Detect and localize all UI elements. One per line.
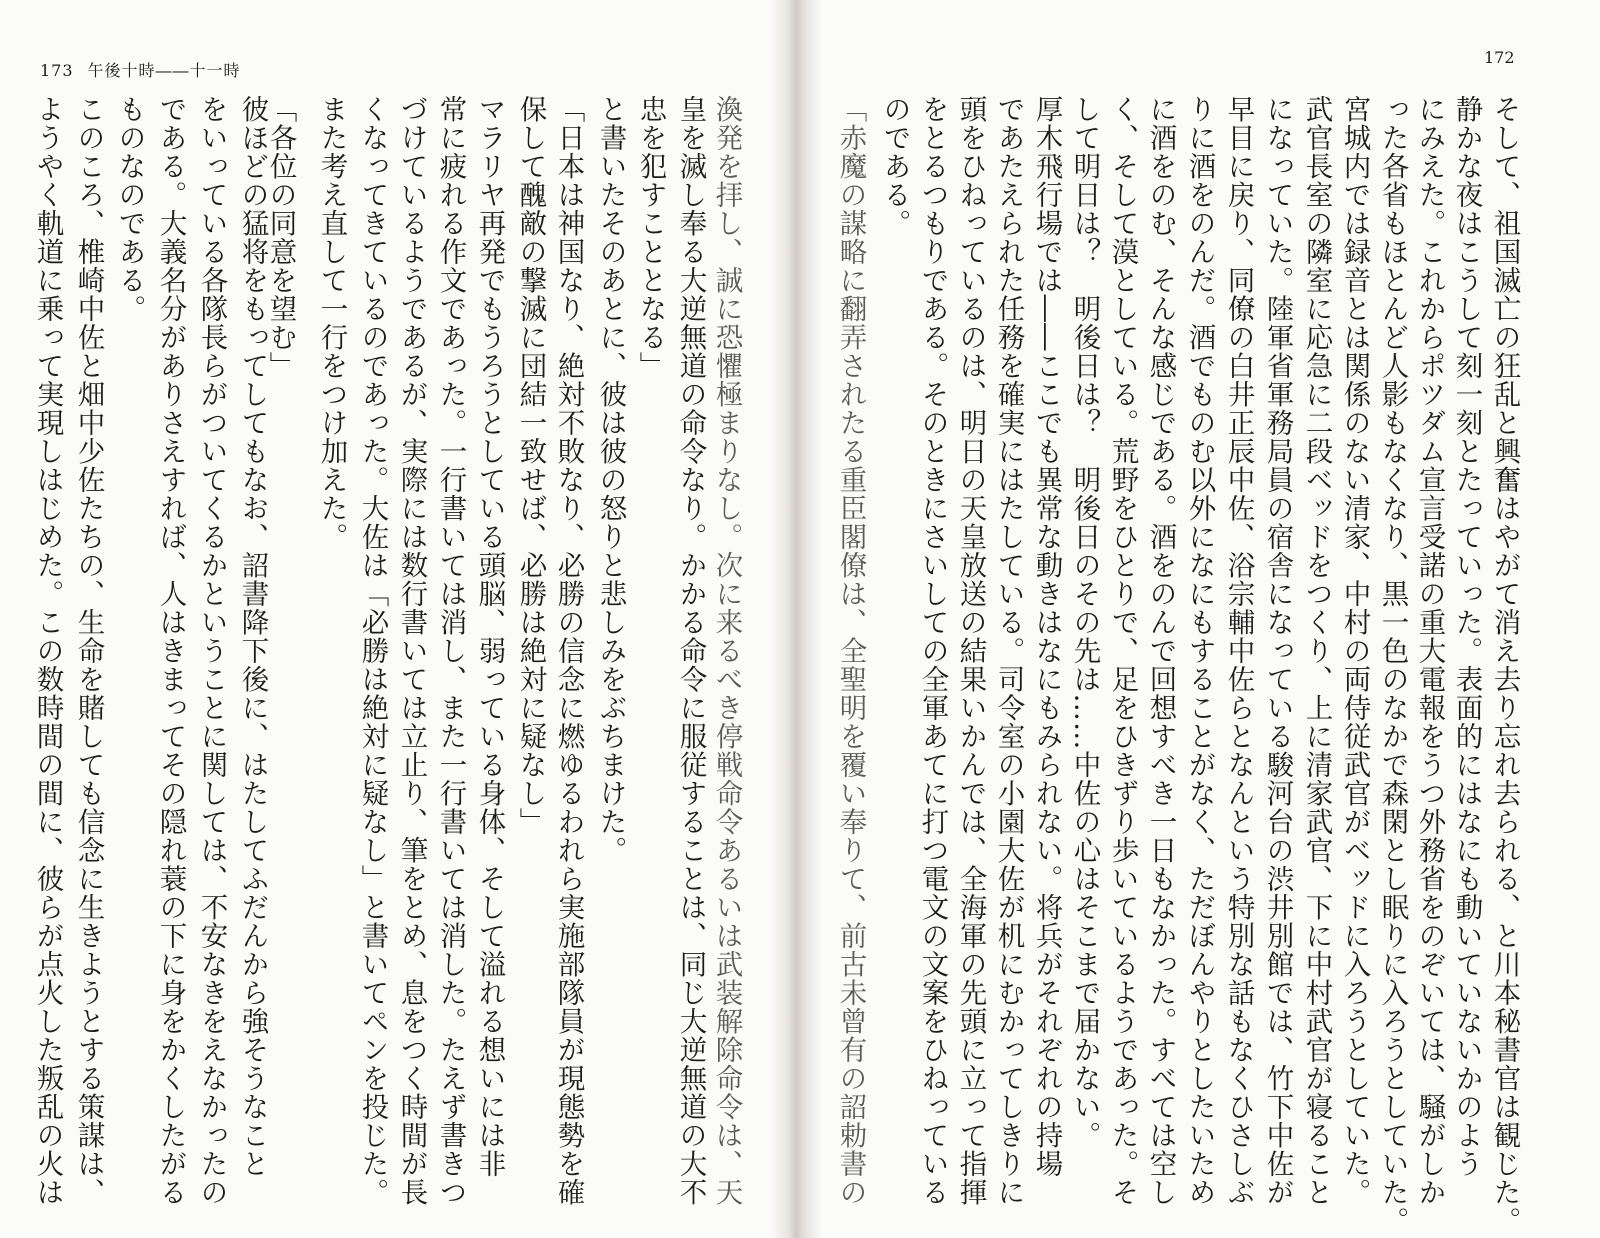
text-column: になっていた。陸軍省軍務局員の宿舎になっている駿河台の渋井別館では、竹下中佐が <box>1261 95 1294 1207</box>
text-column: このころ、椎崎中佐と畑中少佐たちの、生命を賭しても信念に生きようとする策謀は、 <box>72 95 105 1207</box>
text-column: 武官長室の隣室に応急に二段ベッドをつくり、上に清家武官、下に中村武官が寝ること <box>1300 95 1333 1207</box>
text-column: であたえられた任務を確実にはたしている。司令室の小園大佐が机にむかってしきりに <box>992 95 1025 1207</box>
text-column: 「赤魔の謀略に翻弄されたる重臣閣僚は、全聖明を覆い奉りて、前古未曾有の詔勅書の <box>834 95 867 1207</box>
text-column: りに酒をのんだ。酒でものむ以外になにもすることがなく、ただぼんやりとしたいため <box>1183 95 1216 1207</box>
text-column: に酒をのむ、そんな感じである。酒をのんで回想すべき一日もなかった。すべては空し <box>1144 95 1177 1207</box>
text-column: った各省もほとんど人影もなくなり、黒一色のなかで森閑とし眠りに入ろうとしていた。 <box>1376 95 1409 1235</box>
text-column: 渙発を拝し、誠に恐懼極まりなし。次に来るべき停戦命令あるいは武装解除命令は、天 <box>710 95 743 1207</box>
text-column: 忠を犯すこととなる」 <box>634 95 667 380</box>
text-column: 厚木飛行場では――ここでも異常な動きはなにもみられない。将兵がそれぞれの持場 <box>1030 95 1063 1178</box>
text-column: ようやく軌道に乗って実現しはじめた。この数時間の間に、彼らが点火した叛乱の火は <box>31 95 64 1207</box>
text-column: 早目に戻り、同僚の白井正辰中佐、浴宗輔中佐らとなんという特別な話もなくひさしぶ <box>1222 95 1255 1207</box>
text-column: ものなのである。 <box>113 95 146 323</box>
text-column: づけているようであるが、実際には数行書いては立止り、筆をとめ、息をつく時間が長 <box>395 95 428 1207</box>
text-column: 「各位の同意を望む」 <box>264 95 297 380</box>
text-column: である。大義名分がありさえすれば、人はきまってその隠れ蓑の下に身をかくしたがる <box>154 95 187 1207</box>
text-column: また考え直して一行をつけ加えた。 <box>315 95 348 551</box>
text-column: く、そして漠としている。荒野をひとりで、足をひきずり歩いているようであった。そ <box>1106 95 1139 1207</box>
text-column: 静かな夜はこうして刻一刻とたっていった。表面的にはなにも動いていないかのよう <box>1450 95 1483 1178</box>
text-column: 常に疲れる作文であった。一行書いては消し、また一行書いては消した。たえず書きつ <box>434 95 467 1207</box>
text-column: そして、祖国滅亡の狂乱と興奮はやがて消え去り忘れ去られる、と川本秘書官は観じた。 <box>1488 95 1521 1235</box>
text-column: 保して醜敵の撃滅に団結一致せば、必勝は絶対に疑なし」 <box>514 95 547 836</box>
text-column: 「日本は神国なり、絶対不敗なり、必勝の信念に燃ゆるわれら実施部隊員が現態勢を確 <box>552 95 585 1207</box>
text-column: 彼ほどの猛将をもってしてもなお、詔書降下後に、はたしてふだんから強そうなこと <box>236 95 269 1178</box>
text-column: のである。 <box>878 95 911 238</box>
left-page-header <box>40 58 241 81</box>
text-column: にみえた。これからポツダム宣言受諾の重大電報をうつ外務省をのぞいては、騒がしか <box>1413 95 1446 1207</box>
text-column: くなってきているのであった。大佐は「必勝は絶対に疑なし」と書いてペンを投じた。 <box>356 95 389 1207</box>
text-column: 宮城内では録音とは関係のない清家、中村の両侍従武官がベッドに入ろうとしていた。 <box>1338 95 1371 1207</box>
left-page-number: 173 <box>40 61 74 80</box>
text-column: マラリヤ再発でもうろうとしている頭脳、弱っている身体、そして溢れる想いには非 <box>473 95 506 1178</box>
text-column: をとるつもりである。そのときにさいしての全軍あてに打つ電文の文案をひねっている <box>916 95 949 1207</box>
text-column: と書いたそのあとに、彼は彼の怒りと悲しみをぶちまけた。 <box>594 95 627 865</box>
text-column: をいっている各隊長らがついてくるかということに関しては、不安なきをえなかったの <box>195 95 228 1207</box>
right-page-number: 172 <box>1484 48 1515 67</box>
text-column: 頭をひねっているのは、明日の天皇放送の結果いかんでは、全海軍の先頭に立って指揮 <box>954 95 987 1207</box>
text-column: 皇を滅し奉る大逆無道の命令なり。かかる命令に服従することは、同じ大逆無道の大不 <box>674 95 707 1207</box>
book-gutter <box>770 0 822 1238</box>
running-title: 午後十時――十一時 <box>87 61 241 80</box>
text-column: して明日は？ 明後日は？ 明後日のその先は……中佐の心はそこまで届かない。 <box>1068 95 1101 1150</box>
